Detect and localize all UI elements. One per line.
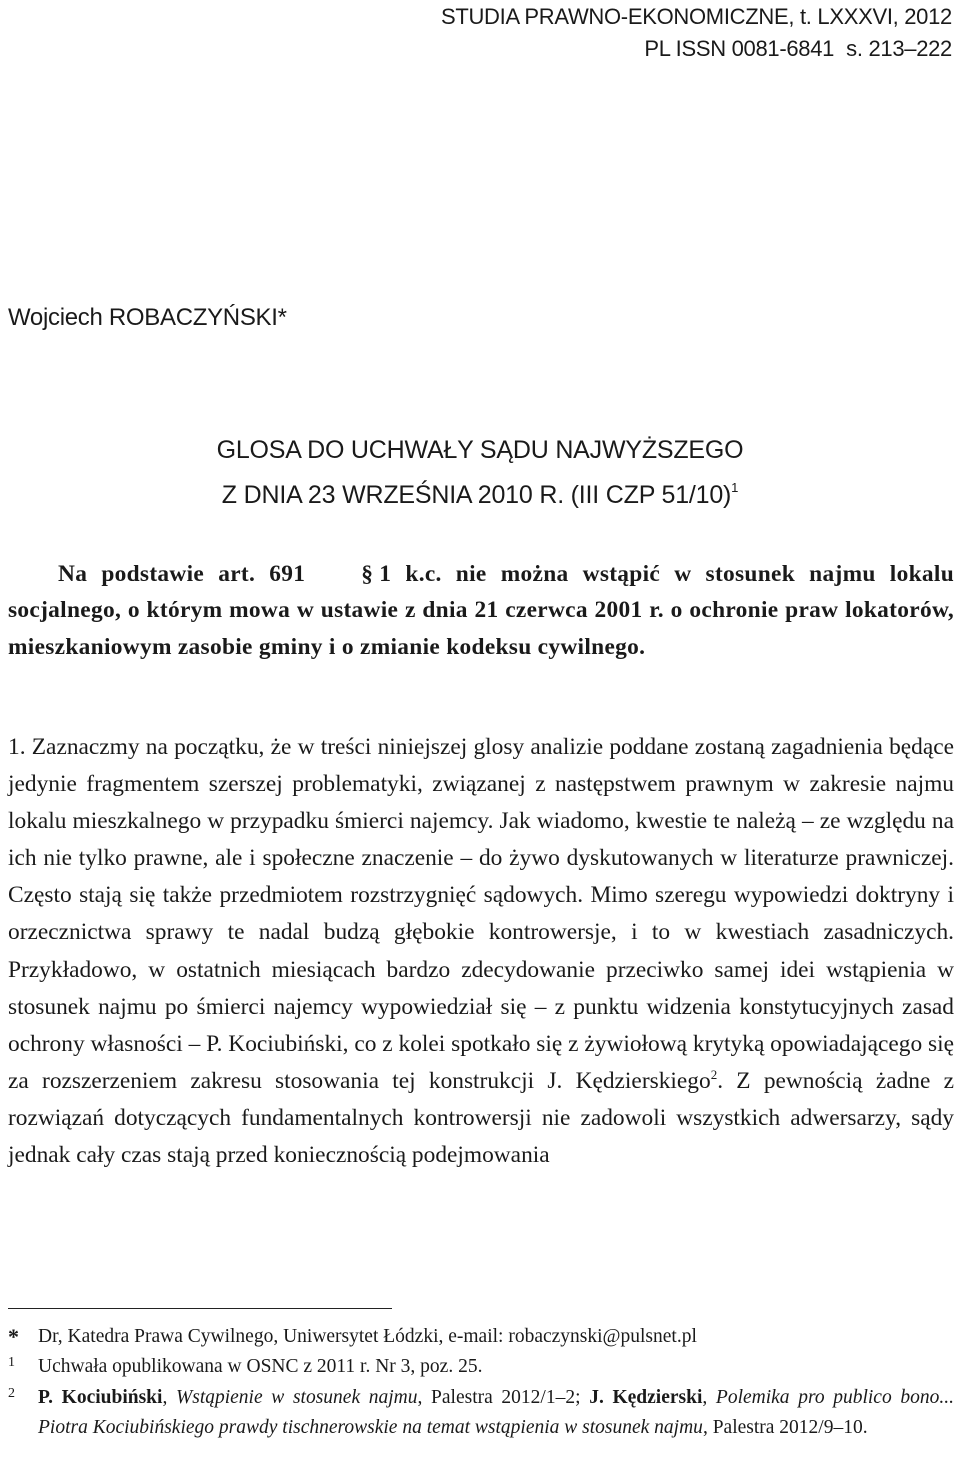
article-title-line-1: GLOSA DO UCHWAŁY SĄDU NAJWYŻSZEGO (216, 436, 744, 464)
article-title-line-2-text: Z DNIA 23 WRZEŚNIA 2010 R. (III CZP 51/10) (221, 481, 732, 509)
footnote-author (8, 1322, 954, 1352)
thesis-paragraph (8, 556, 954, 665)
body-footnote-ref: 2 (710, 1066, 718, 1082)
cited-title: Polemika pro publico bono... Piotra Kociubińskiego prawdy tischnerowskie na temat wstąpienia w stosunek najmu (38, 1387, 954, 1438)
cited-source: , Palestra 2012/1–2; (417, 1387, 590, 1408)
cited-author: J. Kędzierski (589, 1387, 703, 1408)
thesis-text-end: 1 k.c. nie można wstąpić w stosunek najmu lokalu socjalnego, o którym mowa w ustawie z dnia 21 czerwca 2001 r. o ochronie praw lokatorów, mieszkaniowym zasobie gminy i o zmianie kodeksu cywilnego. (8, 561, 954, 660)
cited-source: , Palestra 2012/9–10. (702, 1417, 868, 1438)
thesis-text-start: Na podstawie art. 691 (58, 561, 306, 587)
body-paragraph (8, 729, 954, 1174)
separator: , (162, 1387, 176, 1408)
separator: , (702, 1387, 716, 1408)
footnote-mark: * (8, 1324, 19, 1349)
footnote-mark: 1 (8, 1355, 15, 1370)
issn-number: PL ISSN 0081-6841 (644, 36, 835, 61)
journal-header: STUDIA PRAWNO-EKONOMICZNE, t. LXXXVI, 2012 (440, 4, 952, 29)
footnote-mark: 2 (8, 1386, 15, 1401)
footnote-1 (8, 1352, 954, 1382)
body-text-main: 1. Zaznaczmy na początku, że w treści niniejszej glosy analizie poddane zostaną zagadnienia będące jedynie fragmentem szerszej problematyki, związanej z następstwem prawnym w zakresie najmu lokalu mieszkalnego w przypadku śmierci najemcy. Jak wiadomo, kwestie te należą – ze względu na ich nie tylko prawne, ale i społeczne znaczenie – do żywo dyskutowanych w literaturze prawniczej. Często stają się także przedmiotem rozstrzygnięć sądowych. Mimo szeregu wypowiedzi doktryny i orzecznictwa sprawy te nadal budzą głębokie kontrowersje, i to w kwestiach zasadniczych. Przykładowo, w ostatnich miesiącach bardzo zdecydowanie przeciwko samej idei wstąpienia w stosunek najmu po śmierci najemcy wypowiedział się – z punktu widzenia konstytucyjnych zasad ochrony własności – P. Kociubiński, co z kolei spotkało się z żywiołową krytyką opowiadającego się za rozszerzeniem zakresu stosowania tej konstrukcji J. Kędzierskiego (8, 734, 954, 1094)
article-title-line-2 (0, 480, 960, 509)
author-name: Wojciech ROBACZYŃSKI* (8, 304, 287, 331)
title-footnote-ref: 1 (731, 480, 739, 495)
footnote-divider (8, 1308, 392, 1309)
footnote-text (38, 1383, 954, 1443)
issn-header (644, 38, 952, 60)
cited-title: Wstąpienie w stosunek najmu (175, 1387, 418, 1408)
page-range: s. 213–222 (846, 36, 952, 61)
cited-author: P. Kociubiński (38, 1387, 163, 1408)
section-symbol: § (361, 561, 374, 587)
body-text-continued: . Z pewnością żadne z rozwiązań dotyczących fundamentalnych kontrowersji nie zadowoli wszystkich adwersarzy, sądy jednak cały czas stają przed koniecznością podejmowania (8, 1067, 955, 1169)
footnote-text: Dr, Katedra Prawa Cywilnego, Uniwersytet Łódzki, e-mail: robaczynski@pulsnet.pl (38, 1326, 697, 1347)
footnote-text: Uchwała opublikowana w OSNC z 2011 r. Nr 3, poz. 25. (38, 1356, 483, 1377)
footnote-2 (8, 1383, 954, 1443)
